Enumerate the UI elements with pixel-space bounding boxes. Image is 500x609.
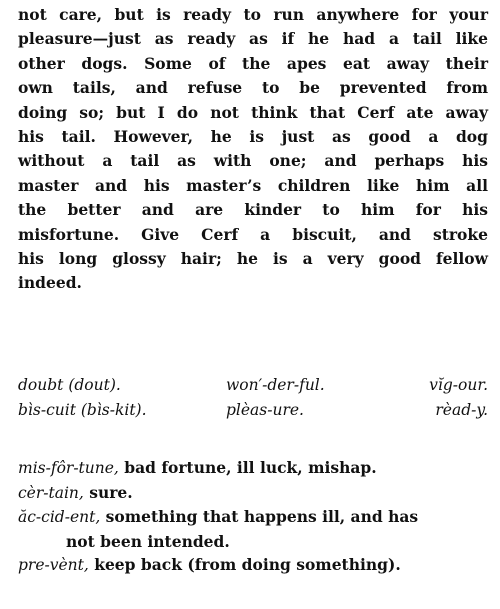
passage-line: indeed. [18,273,82,293]
passage-line: other dogs. Some of the apes eat away their [18,53,488,73]
vocab-row [18,376,488,398]
passage-line: misfortune. Give Cerf a biscuit, and stroke [18,224,488,244]
passage-line: not care, but is ready to run anywhere for your [18,5,488,24]
vocab-word: rèad-y. [435,401,488,419]
definition-text: keep back (from doing something). [88,555,401,575]
passage-line: pleasure—just as ready as if he had a tail like [18,29,488,49]
definition-continuation: not been intended. [66,531,230,551]
definition-term: mis-fôr-tune, [18,459,119,477]
story-passage [18,3,488,296]
vocab-word: vĭg-our. [429,376,488,394]
vocab-word: bìs-cuit (bìs-kit). [18,401,147,419]
vocab-row [18,401,488,423]
definitions-list [18,456,493,578]
vocab-word: doubt (dout). [18,376,121,394]
definition-text: sure. [83,482,133,502]
vocab-word: plèas-ure. [226,401,304,419]
definition-text: bad fortune, ill luck, mishap. [118,458,377,477]
definition-term: ăc-cid-ent, [18,508,101,527]
passage-line: his tail. However, he is just as good a dog [18,127,488,147]
passage-line: master and his master’s children like him all [18,175,488,195]
passage-line: doing so; but I do not think that Cerf ate away [18,102,488,122]
definition-term: cèr-tain, [18,483,84,502]
definition-entry [18,456,493,481]
vocab-word: won′-der-ful. [226,376,325,394]
definition-term: pre-vènt, [18,556,89,575]
definition-entry [18,505,493,553]
definition-entry [18,553,493,578]
definition-entry [18,481,493,506]
passage-line: without a tail as with one; and perhaps his [18,151,488,171]
definition-text: something that happens ill, and has [100,507,419,527]
passage-line: his long glossy hair; he is a very good fellow [18,249,488,269]
passage-line: the better and are kinder to him for his [18,200,488,220]
passage-line: own tails, and refuse to be prevented from [18,78,488,98]
